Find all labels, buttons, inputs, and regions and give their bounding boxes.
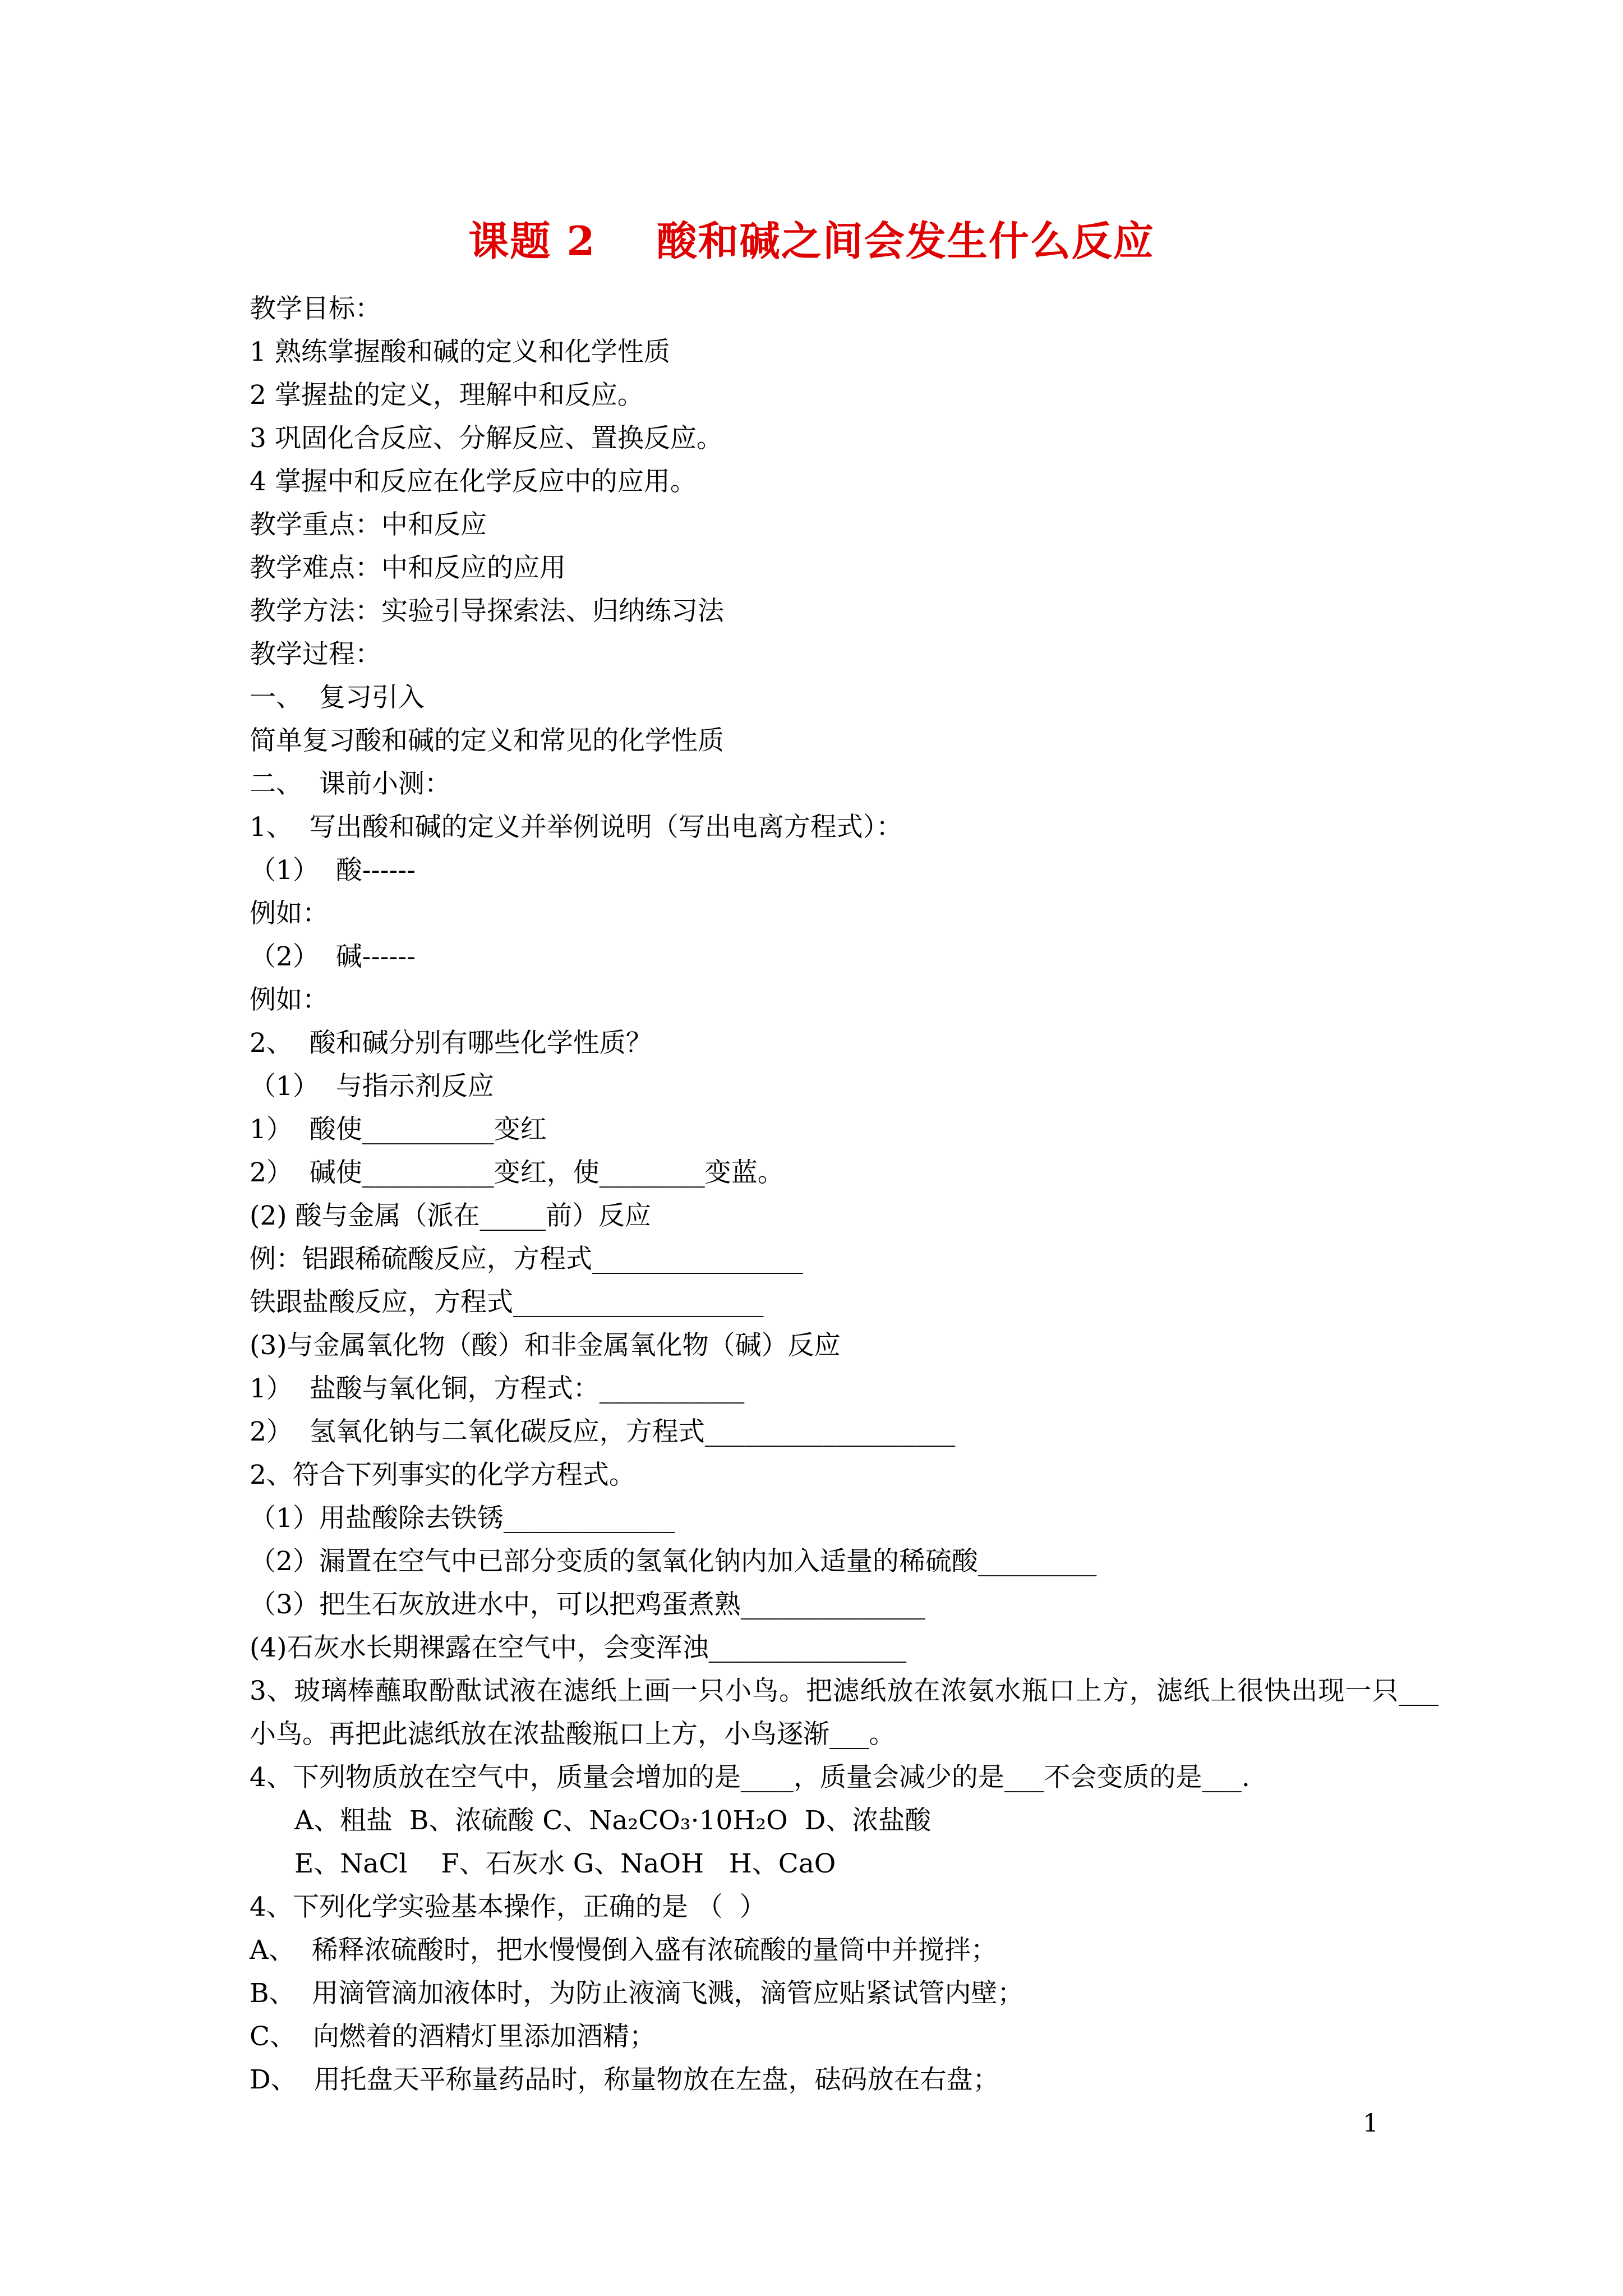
- text-line: （2）漏置在空气中已部分变质的氢氧化钠内加入适量的稀硫酸_________: [250, 1546, 1097, 1577]
- question-3-paragraph: 3、玻璃棒蘸取酚酞试液在滤纸上画一只小鸟。把滤纸放在浓氨水瓶口上方，滤纸上很快出现一只___小鸟。再把此滤纸放在浓盐酸瓶口上方，小鸟逐渐___。: [250, 1676, 1438, 1750]
- option-d: D、 用托盘天平称量药品时，称量物放在左盘，砝码放在右盘；: [250, 2064, 999, 2095]
- text-line: 2） 碱使__________变红，使________变蓝。: [250, 1157, 784, 1188]
- option-b: B、 用滴管滴加液体时，为防止液滴飞溅，滴管应贴紧试管内壁；: [250, 1978, 1024, 2009]
- text-line: 2、 酸和碱分别有哪些化学性质？: [250, 1028, 652, 1059]
- text-line: 教学方法：实验引导探索法、归纳练习法: [250, 596, 724, 627]
- text-line: 例如：: [250, 984, 329, 1015]
- text-line: （1） 与指示剂反应: [250, 1071, 494, 1102]
- text-line: 3 巩固化合反应、分解反应、置换反应。: [250, 423, 723, 454]
- text-line: （3）把生石灰放进水中，可以把鸡蛋煮熟______________: [250, 1589, 925, 1620]
- text-line: 4 掌握中和反应在化学反应中的应用。: [250, 466, 697, 497]
- text-line: 例如：: [250, 898, 329, 929]
- question-4b-stem: 4、下列化学实验基本操作，正确的是 （ ）: [250, 1892, 766, 1922]
- page-number: 1: [1363, 2109, 1378, 2138]
- option-c: C、 向燃着的酒精灯里添加酒精；: [250, 2021, 656, 2052]
- text-line: 铁跟盐酸反应，方程式___________________: [250, 1287, 764, 1318]
- text-line: (3)与金属氧化物（酸）和非金属氧化物（碱）反应: [250, 1330, 841, 1361]
- text-line: 2） 氢氧化钠与二氧化碳反应，方程式___________________: [250, 1416, 956, 1447]
- text-line: 1） 酸使__________变红: [250, 1114, 547, 1145]
- text-line: 1、 写出酸和碱的定义并举例说明（写出电离方程式）：: [250, 812, 903, 843]
- question-4a-options: A、粗盐 B、浓硫酸 C、Na₂CO₃·10H₂O D、浓盐酸: [294, 1805, 932, 1836]
- text-line: 简单复习酸和碱的定义和常见的化学性质: [250, 725, 724, 756]
- question-4a-options: E、NaCl F、石灰水 G、NaOH H、CaO: [294, 1848, 836, 1879]
- text-line: 2、符合下列事实的化学方程式。: [250, 1460, 635, 1490]
- text-line: 教学过程：: [250, 639, 381, 670]
- page-title: 课题 2 酸和碱之间会发生什么反应: [468, 217, 1155, 265]
- question-4a-stem: 4、下列物质放在空气中，质量会增加的是____，质量会减少的是___不会变质的是___.: [250, 1762, 1250, 1793]
- option-a: A、 稀释浓硫酸时，把水慢慢倒入盛有浓硫酸的量筒中并搅拌；: [250, 1935, 997, 1966]
- document-body: [250, 287, 1438, 2101]
- text-line: 教学重点：中和反应: [250, 509, 487, 540]
- text-line: 2 掌握盐的定义，理解中和反应。: [250, 380, 644, 411]
- text-line: （1）用盐酸除去铁锈_____________: [250, 1503, 675, 1534]
- text-line: 教学难点：中和反应的应用: [250, 553, 566, 583]
- text-line: 1） 盐酸与氧化铜，方程式：___________: [250, 1373, 745, 1404]
- text-line: 一、 复习引入: [250, 682, 425, 713]
- text-line: （2） 碱------: [250, 941, 416, 972]
- text-line: （1） 酸------: [250, 855, 416, 886]
- text-line: 例：铝跟稀硫酸反应，方程式________________: [250, 1244, 803, 1274]
- text-line: 教学目标：: [250, 293, 381, 324]
- text-line: 1 熟练掌握酸和碱的定义和化学性质: [250, 337, 670, 367]
- text-line: (4)石灰水长期裸露在空气中，会变浑浊_______________: [250, 1632, 907, 1663]
- text-line: (2) 酸与金属（派在_____前）反应: [250, 1200, 652, 1231]
- text-line: 二、 课前小测：: [250, 769, 451, 799]
